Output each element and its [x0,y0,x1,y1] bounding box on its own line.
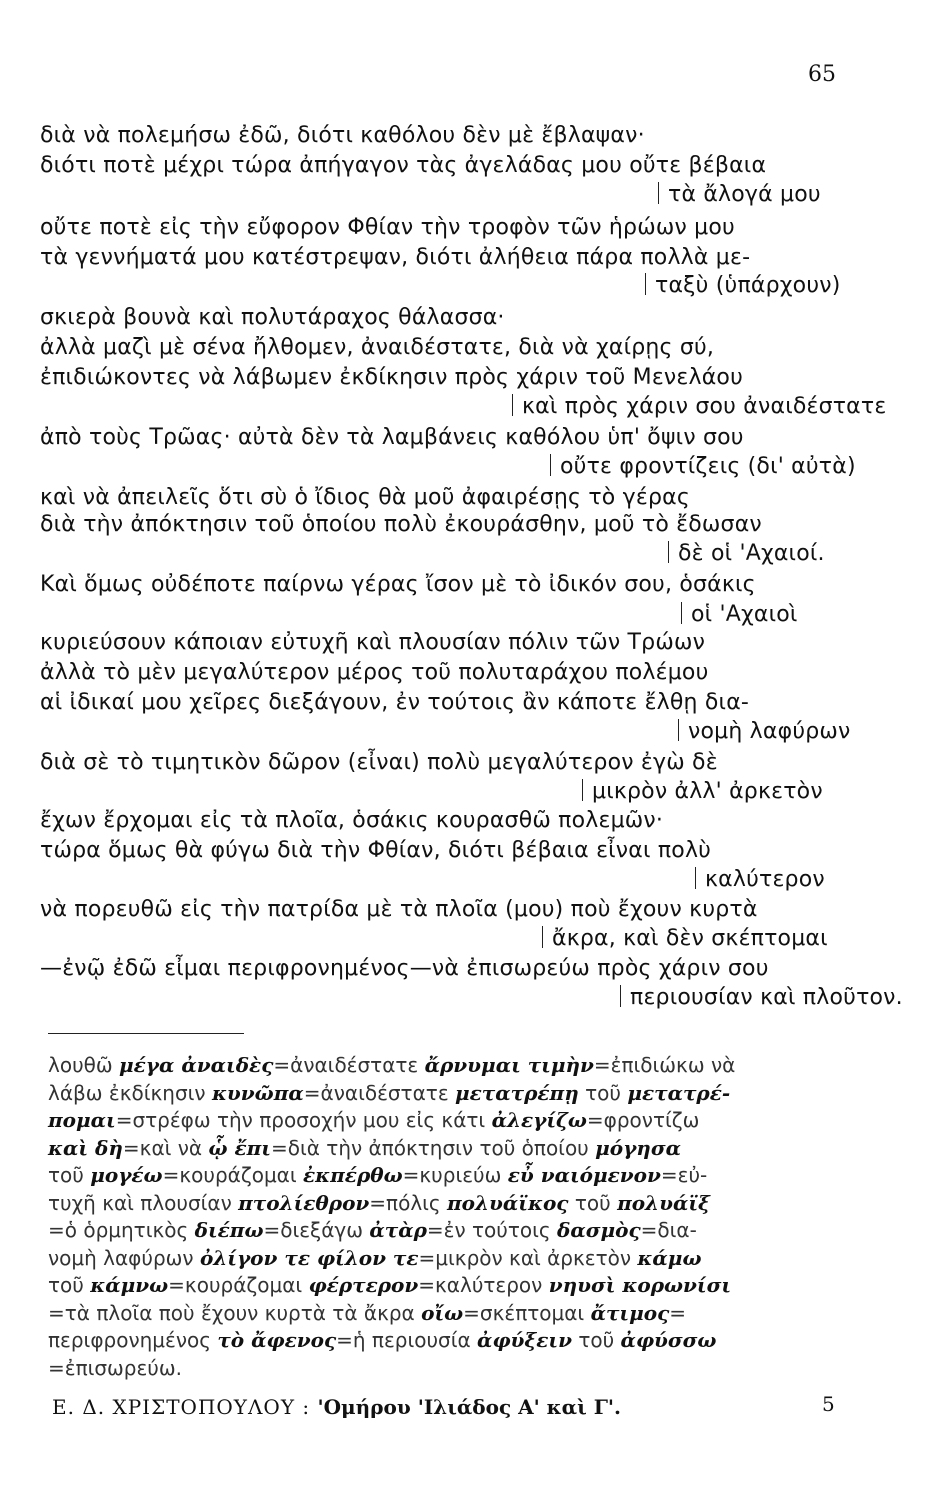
text-line: —ἐνῷ ἐδῶ εἶμαι περιφρονημένος—νὰ ἐπισωρεύω πρὸς χάριν σου [40,956,769,981]
footnote-gloss: =ἐν τούτοις [426,1218,557,1242]
footnote-headword: τὸ ἄφενος [217,1328,337,1352]
footnote-headword: πολυάϊξ [617,1190,710,1215]
text-line-continuation: νομὴ λαφύρων [678,719,851,744]
footnote-headword: νηυσὶ κορωνίσι [548,1273,732,1297]
footnote-line [48,1356,182,1380]
footnote-headword: ἄτιμος [590,1300,670,1325]
footnote-gloss: τοῦ [48,1163,91,1187]
bracket-mark [542,926,549,948]
footnote-gloss: =ἐπισωρεύω. [48,1355,182,1380]
text-line: ἔχων ἔρχομαι εἰς τὰ πλοῖα, ὁσάκις κουρασθῶ πολεμῶν· [40,808,664,833]
text-line: Καὶ ὅμως οὐδέποτε παίρνω γέρας ἴσον μὲ τὸ ἰδικόν σου, ὁσάκις [40,572,756,597]
text-line: τὰ γεννήματά μου κατέστρεψαν, διότι ἀλήθεια πάρα πολλὰ με- [40,245,751,270]
text-line: ἐπιδιώκοντες νὰ λάβωμεν ἐκδίκησιν πρὸς χάριν τοῦ Μενελάου [40,365,744,390]
text-line: τώρα ὅμως θὰ φύγω διὰ τὴν Φθίαν, διότι βέβαια εἶναι πολὺ [40,838,712,863]
text-line: καὶ νὰ ἀπειλεῖς ὅτι σὺ ὁ ἴδιος θὰ μοῦ ἀφαιρέσῃς τὸ γέρας [40,485,690,510]
text-line-continuation: τὰ ἄλογά μου [658,182,821,207]
text-line: σκιερὰ βουνὰ καὶ πολυτάραχος θάλασσα· [40,305,505,330]
bracket-mark [695,867,702,889]
footnote-gloss: =φροντίζω [586,1108,700,1132]
footnote-gloss: τοῦ [578,1080,628,1105]
footnote-headword: πομαι [48,1108,116,1132]
footnote-line [48,1328,716,1352]
footnote-headword: ὀλίγον τε φίλον τε [199,1245,419,1270]
footnote-headword: ἀτὰρ [369,1218,427,1242]
footnote-headword: κάμω [637,1245,702,1270]
bracket-mark [645,273,652,295]
text-line-continuation: καλύτερον [695,867,825,892]
footnote-gloss: λουθῶ [48,1053,119,1077]
text-line-continuation: περιουσίαν καὶ πλοῦτον. [620,985,903,1010]
footnote-headword: πτολίεθρον [238,1190,370,1215]
text-line-continuation: ἄκρα, καὶ δὲν σκέπτομαι [542,926,828,951]
bracket-mark [668,541,675,563]
text-line-continuation: οὔτε φροντίζεις (δι' αὐτὰ) [550,454,856,479]
text-line-continuation: καὶ πρὸς χάριν σου ἀναιδέστατε [512,394,886,419]
footnote-gloss: =ὁ ὁρμητικὸς [48,1218,195,1242]
footnote-gloss: =κυριεύω [402,1163,508,1187]
footnote-headword: ἐκπέρθω [303,1163,403,1187]
footnote-headword: εὖ ναιόμενον [507,1163,661,1187]
text-line: νὰ πορευθῶ εἰς τὴν πατρίδα μὲ τὰ πλοῖα (μου) ποὺ ἔχουν κυρτὰ [40,897,758,922]
footnote-gloss: =σκέπτομαι [463,1300,591,1325]
footnote-headword: μετατρέ- [627,1080,731,1105]
text-line: οὔτε ποτὲ εἰς τὴν εὔφορον Φθίαν τὴν τροφὸν τῶν ἡρώων μου [40,215,735,240]
footnote-divider [48,1033,244,1034]
text-line: αἱ ἰδικαί μου χεῖρες διεξάγουν, ἐν τούτοις ἂν κάποτε ἔλθῃ δια- [40,690,750,715]
text-line: διὰ σὲ τὸ τιμητικὸν δῶρον (εἶναι) πολὺ μεγαλύτερον ἐγὼ δὲ [40,750,718,775]
text-line-continuation: δὲ οἱ 'Αχαιοί. [668,541,825,566]
bracket-mark [582,779,589,801]
bracket-mark [550,454,557,476]
page-number: 65 [808,62,836,87]
footnote-headword: πολυάϊκος [447,1190,569,1215]
text-line: διὰ νὰ πολεμήσω ἐδῶ, διότι καθόλου δὲν μὲ ἔβλαψαν· [40,123,645,148]
footnote-line [48,1163,707,1187]
footnote-headword: μόγησα [595,1135,681,1160]
footer-book-title: 'Ομήρου 'Ιλιάδος Α' καὶ Γ'. [317,1395,621,1419]
footnote-headword: ᾧ ἔπι [208,1135,271,1160]
footnote-headword: ἀφύξειν [477,1328,572,1352]
bracket-mark [512,394,519,416]
footnote-headword: φέρτερον [308,1273,419,1297]
footnote-gloss: =ἀναιδέστατε [273,1053,425,1077]
footnote-headword: ἄρνυμαι τιμὴν [424,1053,594,1077]
footnote-headword: ἀφύσσω [620,1328,717,1352]
footnote-gloss: νομὴ λαφύρων [48,1245,200,1270]
bracket-mark [681,602,688,624]
footnote-line [48,1191,710,1215]
footnote-headword: μετατρέπῃ [455,1080,579,1105]
bracket-mark [658,182,665,204]
text-line: κυριεύσουν κάποιαν εὐτυχῆ καὶ πλουσίαν πόλιν τῶν Τρώων [40,630,706,655]
footnote-headword: ἀλεγίζω [491,1108,587,1132]
footnote-line [48,1053,735,1077]
footnote-gloss: =εὐ- [660,1163,708,1187]
signature-mark: 5 [822,1392,835,1416]
footnote-gloss: =καὶ νὰ [122,1135,209,1160]
bracket-mark [678,719,685,741]
footnote-gloss: τοῦ [48,1273,91,1297]
footnote-line [48,1136,681,1160]
footnote-gloss: = [669,1300,687,1325]
text-line-continuation: μικρὸν ἀλλ' ἀρκετὸν [582,779,823,804]
footnote-gloss: λάβω ἐκδίκησιν [48,1080,212,1105]
footnote-headword: μογέω [90,1163,163,1187]
text-line: ἀλλὰ τὸ μὲν μεγαλύτερον μέρος τοῦ πολυταράχου πολέμου [40,660,709,685]
footnote-headword: οἴω [421,1300,464,1325]
footnote-headword: διέπω [194,1218,264,1242]
footnote-gloss: =στρέφω τὴν προσοχήν μου εἰς κάτι [115,1108,492,1132]
footnote-gloss: τοῦ [568,1190,618,1215]
footer-citation [52,1395,621,1419]
bracket-mark [620,985,627,1007]
footnote-gloss: =μικρὸν καὶ ἀρκετὸν [418,1245,638,1270]
footnote-gloss: =ἐπιδιώκω νὰ [593,1053,736,1077]
footnote-gloss: τοῦ [571,1328,621,1352]
footnote-line [48,1273,731,1297]
footnote-gloss: =ἀναιδέστατε [303,1080,455,1105]
footnote-gloss: =διεξάγω [263,1218,370,1242]
footnote-gloss: =κουράζομαι [162,1163,303,1187]
footnote-gloss: =πόλις [369,1190,448,1215]
footnote-gloss: =κουράζομαι [168,1273,309,1297]
footnote-headword: μέγα ἀναιδὲς [119,1053,274,1077]
footnote-line [48,1246,701,1270]
footnote-headword: δασμὸς [556,1218,641,1242]
footnote-gloss: περιφρονημένος [48,1328,218,1352]
footnote-gloss: =ἡ περιουσία [336,1328,478,1352]
text-line: ἀλλὰ μαζὶ μὲ σένα ἤλθομεν, ἀναιδέστατε, διὰ νὰ χαίρῃς σύ, [40,335,715,360]
text-line-continuation: ταξὺ (ὑπάρχουν) [645,273,841,298]
footnote-line [48,1081,730,1105]
footnote-gloss: =δια- [640,1218,697,1242]
footer-author: Ε. Δ. ΧΡΙΣΤΟΠΟΥΛΟΥ : [52,1395,318,1419]
footnote-headword: κυνῶπα [211,1080,304,1105]
footnote-gloss: =καλύτερον [418,1273,549,1297]
footnote-line [48,1108,699,1132]
footnote-gloss: =τὰ πλοῖα ποὺ ἔχουν κυρτὰ τὰ ἄκρα [48,1300,422,1325]
footnote-line [48,1218,697,1242]
text-line: ἀπὸ τοὺς Τρῶας· αὐτὰ δὲν τὰ λαμβάνεις καθόλου ὑπ' ὄψιν σου [40,425,744,450]
footnote-gloss: =διὰ τὴν ἀπόκτησιν τοῦ ὁποίου [270,1135,596,1160]
text-line: διότι ποτὲ μέχρι τώρα ἀπήγαγον τὰς ἀγελάδας μου οὔτε βέβαια [40,153,767,178]
text-line-continuation: οἱ 'Αχαιοὶ [681,602,798,627]
footnote-gloss: τυχῆ καὶ πλουσίαν [48,1190,239,1215]
footnote-headword: κάμνω [90,1273,169,1297]
footnote-headword: καὶ δὴ [48,1135,123,1160]
text-line: διὰ τὴν ἀπόκτησιν τοῦ ὁποίου πολὺ ἐκουράσθην, μοῦ τὸ ἔδωσαν [40,512,762,537]
footnote-line [48,1301,686,1325]
